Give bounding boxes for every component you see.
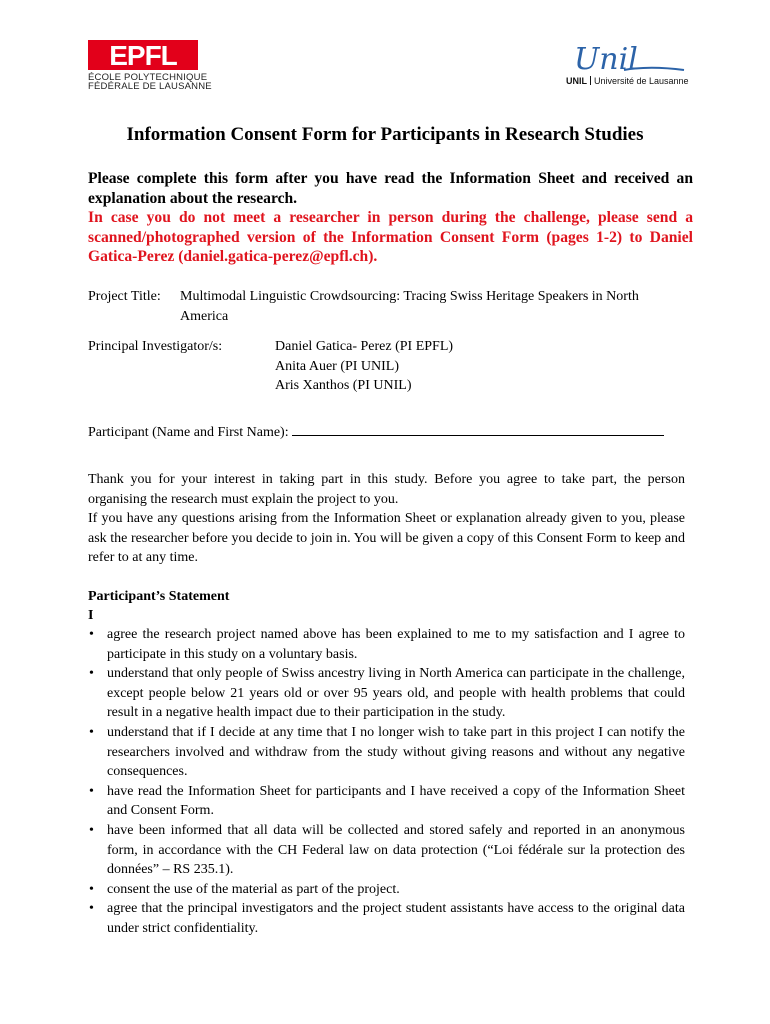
epfl-logo-line-2: FÉDÉRALE DE LAUSANNE bbox=[88, 81, 212, 92]
statement-item: • have been informed that all data will be collected and stored safely and reported in an anonymous form, in accordance with the CH Federal law on data protection (“Loi fédérale sur la protection des données” – RS 235.1). bbox=[88, 821, 685, 880]
unil-script-text: Unil bbox=[574, 42, 638, 76]
participant-name-row bbox=[88, 421, 688, 443]
unil-logo-script bbox=[566, 40, 686, 76]
unil-caption-rest: Université de Lausanne bbox=[594, 76, 689, 86]
statement-item: • consent the use of the material as part of the project. bbox=[88, 880, 685, 900]
statement-item: • agree that the principal investigators and the project student assistants have access to the original data under strict confidentiality. bbox=[88, 899, 685, 938]
statement-item: • understand that if I decide at any time that I no longer wish to take part in this project I can notify the researchers involved and withdraw from the study without giving reasons and without any negative consequences. bbox=[88, 723, 685, 782]
thanks-paragraph-1: Thank you for your interest in taking part in this study. Before you agree to take part, the person organising the research must explain the project to you. bbox=[88, 472, 685, 507]
project-title-block bbox=[88, 287, 698, 326]
epfl-mark-text: EPFL bbox=[109, 40, 177, 70]
statement-heading: Participant’s Statement bbox=[88, 589, 230, 604]
intro-instructions bbox=[88, 169, 693, 267]
investigator-name: Daniel Gatica- Perez (PI EPFL) bbox=[275, 339, 454, 354]
unil-logo-caption bbox=[566, 76, 689, 86]
intro-text: Please complete this form after you have read the Information Sheet and received an explanation about the research. bbox=[88, 170, 693, 207]
participant-name-field[interactable] bbox=[292, 421, 664, 436]
statement-item: • understand that only people of Swiss ancestry living in North America can participate in the challenge, except people below 21 years old or over 95 years old, and people with health problems that could result in a negative health impact due to their participation in the study. bbox=[88, 664, 685, 723]
participant-name-label: Participant (Name and First Name): bbox=[88, 425, 289, 440]
project-title-value-2: America bbox=[180, 308, 229, 324]
epfl-logo-mark bbox=[88, 40, 198, 70]
investigators-label: Principal Investigator/s: bbox=[88, 339, 223, 354]
statement-item: • have read the Information Sheet for participants and I have received a copy of the Information Sheet and Consent Form. bbox=[88, 782, 685, 821]
project-title-value-1: Multimodal Linguistic Crowdsourcing: Tracing Swiss Heritage Speakers in North bbox=[180, 289, 639, 304]
statement-pronoun: I bbox=[88, 608, 94, 623]
thanks-paragraph-2: If you have any questions arising from the Information Sheet or explanation already given to you, please ask the researcher before you decide to join in. You will be given a copy of this Consent Form to keep and refer to at any time. bbox=[88, 511, 685, 566]
thanks-section bbox=[88, 470, 685, 568]
investigators-list bbox=[275, 337, 453, 396]
unil-logo bbox=[566, 40, 689, 90]
investigator-name: Anita Auer (PI UNIL) bbox=[275, 358, 400, 374]
unil-caption-bold: UNIL bbox=[566, 76, 587, 86]
investigator-name: Aris Xanthos (PI UNIL) bbox=[275, 378, 412, 394]
intro-red-notice: In case you do not meet a researcher in person during the challenge, please send a scanned/photographed version of the Information Consent Form (pages 1-2) to Daniel Gatica-Perez (daniel.gatica-perez@epfl.ch). bbox=[88, 209, 693, 266]
statement-item: • agree the research project named above has been explained to me to my satisfaction and I agree to participate in this study on a voluntary basis. bbox=[88, 625, 685, 664]
epfl-logo bbox=[88, 40, 212, 92]
project-title-label: Project Title: bbox=[88, 289, 161, 304]
form-title: Information Consent Form for Participants in Research Studies bbox=[126, 124, 644, 145]
statement-list bbox=[88, 625, 685, 939]
epfl-logo-line-1: ÉCOLE POLYTECHNIQUE bbox=[88, 72, 208, 83]
